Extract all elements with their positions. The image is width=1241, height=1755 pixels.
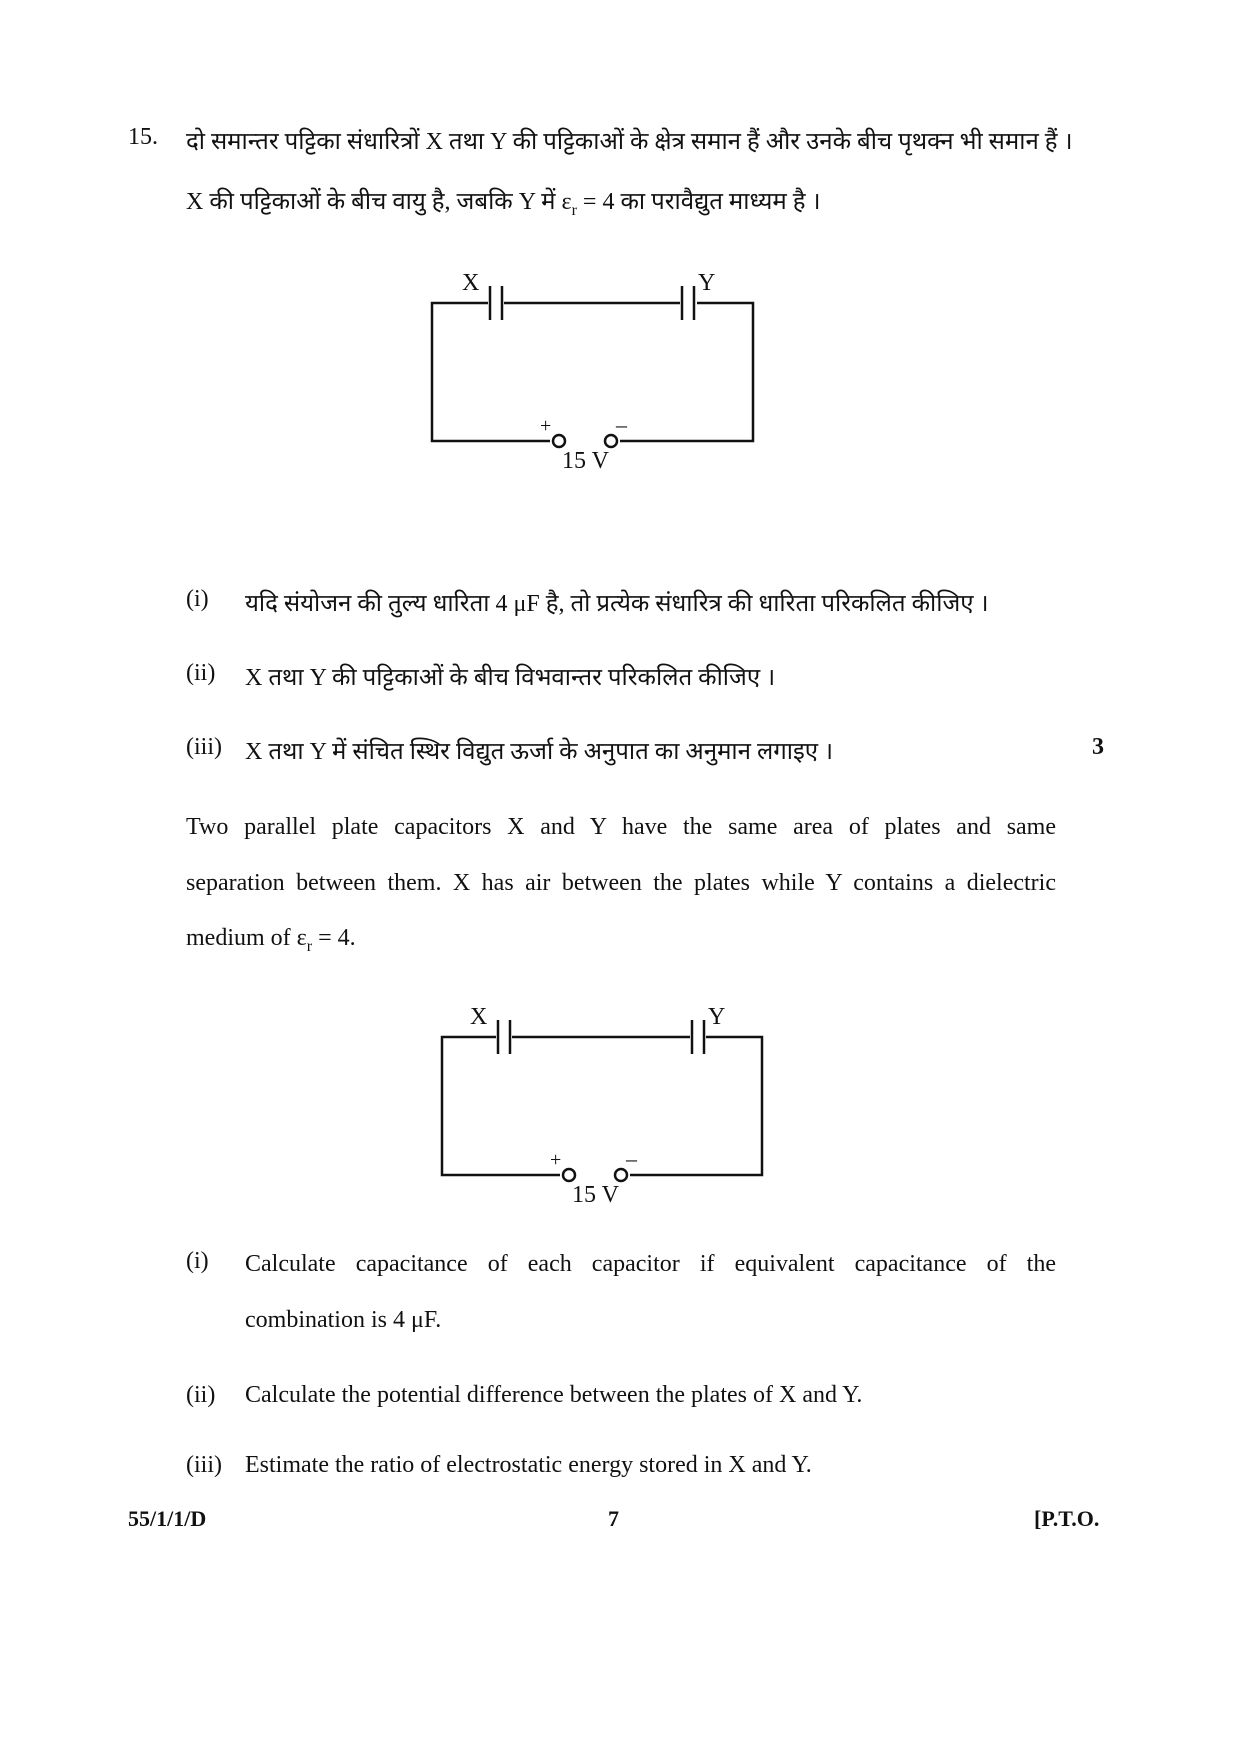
label-y: Y: [708, 1004, 726, 1030]
hindi-part-iii-text: X तथा Y में संचित स्थिर विद्युत ऊर्जा के अनुपात का अनुमान लगाइए ।: [245, 739, 834, 765]
label-x: X: [462, 270, 480, 296]
hindi-statement-line-1: दो समान्तर पट्टिका संधारित्रों X तथा Y की पट्टिकाओं के क्षेत्र समान हैं और उनके बीच पृथक्न भी समान हैं ।: [186, 129, 1073, 155]
label-plus: +: [540, 415, 552, 437]
question-number: 15.: [128, 124, 158, 150]
marks: 3: [1092, 734, 1104, 760]
label-voltage: 15 V: [572, 1182, 619, 1208]
page-number: 7: [608, 1506, 619, 1531]
part-number: (iii): [186, 1452, 222, 1478]
part-number: (i): [186, 1248, 209, 1274]
english-statement-line-2: separation between them. X has air between the plates while Y contains a dielectric: [186, 869, 1056, 896]
circuit-wire: [432, 303, 550, 441]
english-part-i-text: Calculate capacitance of each capacitor if equivalent capacitance of the combination is 4 μF.: [245, 1251, 1056, 1333]
label-voltage: 15 V: [562, 448, 609, 474]
hindi-part-ii-text: X तथा Y की पट्टिकाओं के बीच विभवान्तर परिकलित कीजिए ।: [245, 665, 776, 691]
circuit-diagram-hindi: [420, 256, 740, 476]
label-y: Y: [698, 270, 716, 296]
english-statement-line-3: medium of $\varepsilon_r = 4$.: [186, 925, 356, 955]
label-x: X: [470, 1004, 488, 1030]
english-statement-line-1: Two parallel plate capacitors X and Y have the same area of plates and same: [186, 814, 1056, 840]
part-number: (i): [186, 586, 209, 612]
circuit-wire: [442, 1037, 560, 1175]
part-number: (ii): [186, 660, 216, 686]
hindi-statement-line-2: X की पट्टिकाओं के बीच वायु है, जबकि Y में $\varepsilon_r = 4$ का परावैद्युत माध्यम है ।: [186, 189, 821, 219]
circuit-diagram-english: [430, 990, 750, 1210]
label-plus: +: [550, 1149, 562, 1171]
circuit-wire: [630, 1037, 762, 1175]
terminal-positive: [563, 1169, 575, 1181]
circuit-wire: [620, 303, 753, 441]
please-turn-over: [P.T.O.: [1034, 1506, 1100, 1531]
paper-code: 55/1/1/D: [128, 1506, 207, 1531]
part-number: (iii): [186, 734, 222, 760]
english-part-ii-text: Calculate the potential difference between the plates of X and Y.: [245, 1382, 863, 1408]
hindi-part-i-text: यदि संयोजन की तुल्य धारिता 4 μF है, तो प्रत्येक संधारित्र की धारिता परिकलित कीजिए ।: [245, 591, 989, 617]
part-number: (ii): [186, 1382, 216, 1408]
english-part-iii-text: Estimate the ratio of electrostatic energy stored in X and Y.: [245, 1452, 812, 1478]
english-statement: [186, 800, 1056, 975]
terminal-positive: [553, 435, 565, 447]
label-minus: –: [626, 1146, 637, 1171]
label-minus: –: [616, 412, 627, 437]
